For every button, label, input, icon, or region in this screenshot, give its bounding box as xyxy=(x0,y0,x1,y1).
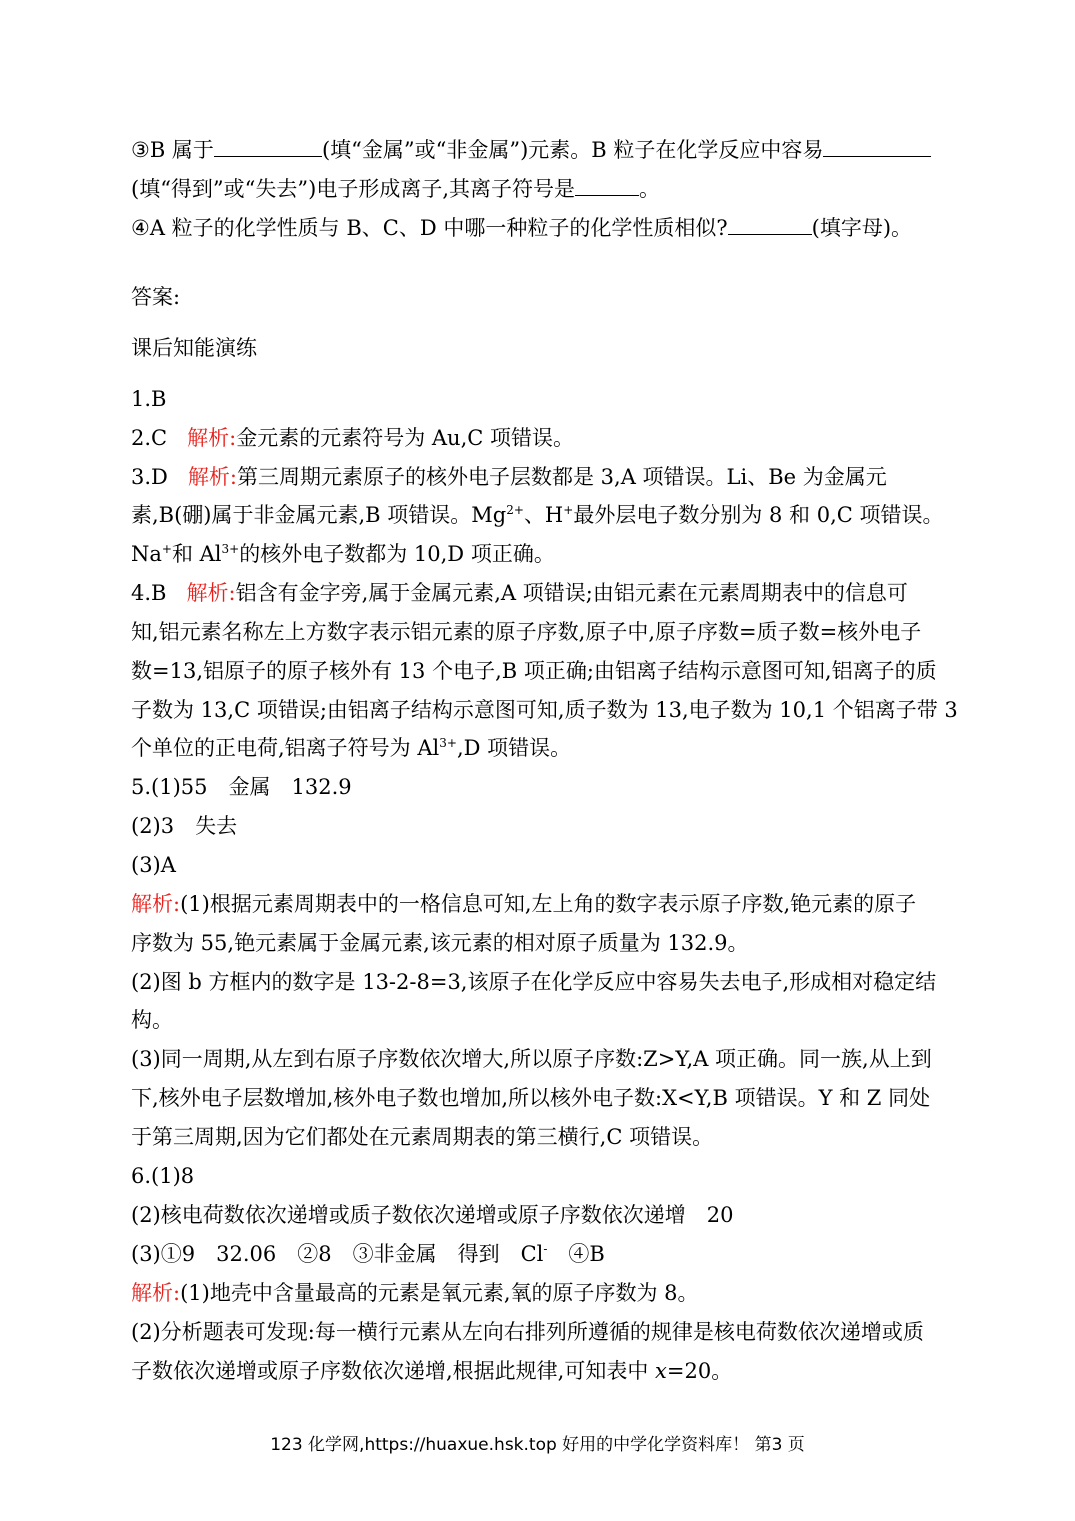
question-3-line-2: (填“得到”或“失去”)电子形成离子,其离子符号是 。 xyxy=(131,177,661,201)
answer-6-line-2: (2)核电荷数依次递增或质子数依次递增或原子序数依次递增 20 xyxy=(131,1203,734,1227)
answer-5-line-1: 5.(1)55 金属 132.9 xyxy=(131,775,352,799)
answer-5-analysis-line-5: (3)同一周期,从左到右原子序数依次增大,所以原子序数:Z>Y,A 项正确。同一族,从上到 xyxy=(131,1047,932,1071)
answer-blank xyxy=(575,175,639,196)
analysis-label: 解析: xyxy=(186,581,236,605)
answer-5-line-3: (3)A xyxy=(131,853,176,877)
answer-4-line-2: 知,铝元素名称左上方数字表示铝元素的原子序数,原子中,原子序数=质子数=核外电子 xyxy=(131,620,922,644)
page-footer: 123 化学网,https://huaxue.hsk.top 好用的中学化学资料库！ 第3 页 xyxy=(270,1435,805,1455)
answer-4-line-1: 4.B 解析:铝含有金字旁,属于金属元素,A 项错误;由铝元素在元素周期表中的信息可 xyxy=(131,581,908,605)
analysis-label: 解析: xyxy=(131,892,181,916)
answer-5-analysis-line-2: 序数为 55,铯元素属于金属元素,该元素的相对原子质量为 132.9。 xyxy=(131,931,749,955)
question-3-line-1: ③B 属于 (填“金属”或“非金属”)元素。B 粒子在化学反应中容易 xyxy=(131,135,943,165)
answer-5-analysis-line-7: 于第三周期,因为它们都处在元素周期表的第三横行,C 项错误。 xyxy=(131,1125,714,1149)
answer-1: 1.B xyxy=(131,387,167,411)
answer-5-analysis-line-4: 构。 xyxy=(131,1008,173,1032)
answer-5-analysis-line-6: 下,核外电子层数增加,核外电子数也增加,所以核外电子数:X<Y,B 项错误。Y 和 Z 同处 xyxy=(131,1086,931,1110)
answer-5-analysis-line-1: 解析:(1)根据元素周期表中的一格信息可知,左上角的数字表示原子序数,铯元素的原子 xyxy=(131,892,917,916)
answer-5-line-2: (2)3 失去 xyxy=(131,814,238,838)
answer-6-analysis-line-3: 子数依次递增或原子序数依次递增,根据此规律,可知表中 x=20。 xyxy=(131,1359,733,1383)
answer-blank xyxy=(728,214,812,235)
answer-blank xyxy=(823,136,931,157)
answer-blank xyxy=(214,136,322,157)
answer-4-line-4: 子数为 13,C 项错误;由铝离子结构示意图可知,质子数为 13,电子数为 10,1 个铝离子带 3 xyxy=(131,698,958,722)
answer-6-line-1: 6.(1)8 xyxy=(131,1164,195,1188)
section-title: 课后知能演练 xyxy=(131,336,257,360)
analysis-label: 解析: xyxy=(131,1281,181,1305)
answer-3-line-2: 素,B(硼)属于非金属元素,B 项错误。$Mg^{2+}$、H+最外层电子数分别为 8 和 0,C 项错误。 xyxy=(131,503,944,527)
answer-3-line-1: 3.D 解析:第三周期元素原子的核外电子层数都是 3,A 项错误。Li、Be 为金属元 xyxy=(131,465,887,489)
question-4-line: ④A 粒子的化学性质与 B、C、D 中哪一种粒子的化学性质相似? (填字母)。 xyxy=(131,216,913,240)
answer-3-line-3: Na+和 $Al^{3+}$的核外电子数都为 10,D 项正确。 xyxy=(131,542,555,566)
answer-4-line-3: 数=13,铝原子的原子核外有 13 个电子,B 项正确;由铝离子结构示意图可知,铝离子的质 xyxy=(131,659,937,683)
answer-label: 答案: xyxy=(131,285,181,309)
answer-6-analysis-line-1: 解析:(1)地壳中含量最高的元素是氧元素,氧的原子序数为 8。 xyxy=(131,1281,699,1305)
answer-4-line-5: 个单位的正电荷,铝离子符号为 $Al^{3+},D$ 项错误。 xyxy=(131,736,572,760)
answer-2: 2.C 解析:金元素的元素符号为 Au,C 项错误。 xyxy=(131,426,575,450)
answer-6-line-3: (3)①9 32.06 ②8 ③非金属 得到 Cl- ④B xyxy=(131,1242,605,1266)
analysis-label: 解析: xyxy=(187,465,237,489)
answer-5-analysis-line-3: (2)图 b 方框内的数字是 13-2-8=3,该原子在化学反应中容易失去电子,形成相对稳定结 xyxy=(131,970,937,994)
answer-6-analysis-line-2: (2)分析题表可发现:每一横行元素从左向右排列所遵循的规律是核电荷数依次递增或质 xyxy=(131,1320,924,1344)
analysis-label: 解析: xyxy=(187,426,237,450)
